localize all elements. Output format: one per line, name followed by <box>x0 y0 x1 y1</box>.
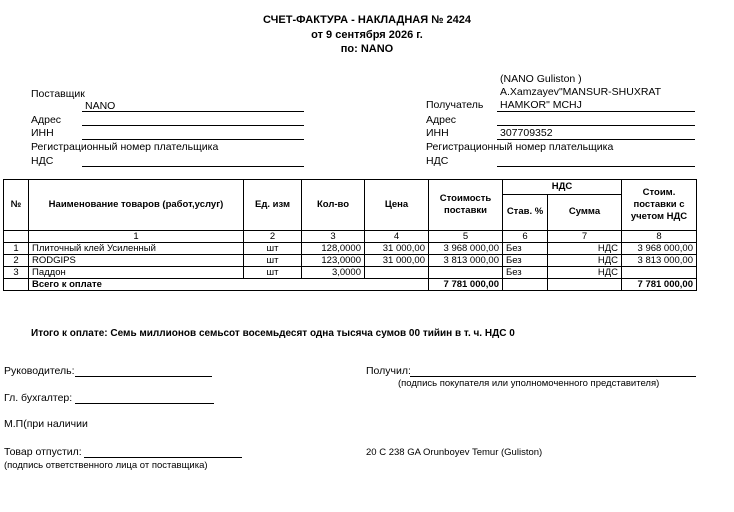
supplier-address-line <box>82 125 304 126</box>
table-total-row <box>4 279 697 291</box>
col-number: 5 <box>429 231 503 243</box>
invoice-date: от 9 сентября 2026 г. <box>311 29 423 41</box>
header-unit: Ед. изм <box>244 180 302 231</box>
received-signature-line <box>410 376 696 377</box>
recipient-label: Получатель <box>426 99 484 111</box>
recipient-address-line <box>497 125 695 126</box>
recipient-name-line3: HAMKOR" MCHJ <box>500 99 582 111</box>
row-price <box>365 267 429 279</box>
row-qty: 128,0000 <box>302 243 365 255</box>
row-name: Паддон <box>29 267 244 279</box>
col-number: 6 <box>503 231 548 243</box>
column-number-row <box>4 231 697 243</box>
recipient-reg-label: Регистрационный номер плательщика <box>426 141 614 153</box>
table-row <box>4 243 697 255</box>
row-cost: 3 968 000,00 <box>429 243 503 255</box>
col-number: 1 <box>29 231 244 243</box>
row-qty: 123,0000 <box>302 255 365 267</box>
table-row <box>4 267 697 279</box>
row-total <box>622 267 697 279</box>
row-name: RODGIPS <box>29 255 244 267</box>
total-label: Всего к оплате <box>29 279 429 291</box>
table-header-row <box>4 180 697 195</box>
total-in-words: Итого к оплате: Семь миллионов семьсот восемьдесят одна тысяча сумов 00 тийин в т. ч. НДС 0 <box>31 328 515 339</box>
received-label: Получил: <box>366 365 411 377</box>
recipient-inn: 307709352 <box>500 127 553 139</box>
header-rate: Став. % <box>503 194 548 230</box>
row-unit: шт <box>244 267 302 279</box>
stamp-label: М.П(при наличии <box>4 418 88 430</box>
row-qty: 3,0000 <box>302 267 365 279</box>
header-cost: Стоимость поставки <box>429 180 503 231</box>
col-number: 7 <box>548 231 622 243</box>
header-price: Цена <box>365 180 429 231</box>
row-total: 3 968 000,00 <box>622 243 697 255</box>
supplier-nds-label: НДС <box>31 155 54 167</box>
director-signature-line <box>75 376 212 377</box>
supplier-name: NANO <box>85 100 116 112</box>
supplier-name-line <box>82 111 304 112</box>
col-number: 2 <box>244 231 302 243</box>
released-label: Товар отпустил: <box>4 446 82 458</box>
row-unit: шт <box>244 255 302 267</box>
invoice-table <box>3 179 697 291</box>
header-name: Наименование товаров (работ,услуг) <box>29 180 244 231</box>
recipient-inn-label: ИНН <box>426 127 449 139</box>
col-number: 3 <box>302 231 365 243</box>
header-total-cost: Стоим. поставки с учетом НДС <box>622 180 697 231</box>
invoice-po: по: NANO <box>340 43 394 55</box>
row-price: 31 000,00 <box>365 243 429 255</box>
row-sum: НДС <box>548 243 622 255</box>
row-num: 2 <box>4 255 29 267</box>
row-total: 3 813 000,00 <box>622 255 697 267</box>
header-sum: Сумма <box>548 194 622 230</box>
header-qty: Кол-во <box>302 180 365 231</box>
row-cost <box>429 267 503 279</box>
accountant-signature-line <box>75 403 214 404</box>
recipient-inn-line <box>497 139 695 140</box>
recipient-nds-line <box>497 166 695 167</box>
row-unit: шт <box>244 243 302 255</box>
released-signature-line <box>84 457 242 458</box>
released-note: (подпись ответственного лица от поставщика) <box>4 460 208 471</box>
recipient-name-line2: A.Xamzayev"MANSUR-SHUXRAT <box>500 86 662 98</box>
header-num: № <box>4 180 29 231</box>
supplier-address-label: Адрес <box>31 114 62 126</box>
row-num: 3 <box>4 267 29 279</box>
header-nds: НДС <box>503 180 622 195</box>
supplier-inn-line <box>82 139 304 140</box>
supplier-nds-line <box>82 166 304 167</box>
row-name: Плиточный клей Усиленный <box>29 243 244 255</box>
accountant-label: Гл. бухгалтер: <box>4 392 73 404</box>
row-sum: НДС <box>548 255 622 267</box>
supplier-reg-label: Регистрационный номер плательщика <box>31 141 219 153</box>
received-note: (подпись покупателя или уполномоченного представителя) <box>398 378 660 389</box>
col-number: 8 <box>622 231 697 243</box>
director-label: Руководитель: <box>4 365 75 377</box>
col-number: 4 <box>365 231 429 243</box>
invoice-title: СЧЕТ-ФАКТУРА - НАКЛАДНАЯ № 2424 <box>263 14 471 26</box>
row-sum: НДС <box>548 267 622 279</box>
supplier-label: Поставщик <box>31 88 85 100</box>
total-cost: 7 781 000,00 <box>429 279 503 291</box>
total-with-nds: 7 781 000,00 <box>622 279 697 291</box>
row-rate: Без <box>503 255 548 267</box>
recipient-address-label: Адрес <box>426 114 457 126</box>
recipient-name-line1: (NANO Guliston ) <box>500 73 582 85</box>
vehicle-driver: 20 C 238 GA Orunboyev Temur (Guliston) <box>366 447 543 458</box>
recipient-name-line <box>497 111 695 112</box>
recipient-nds-label: НДС <box>426 155 449 167</box>
row-num: 1 <box>4 243 29 255</box>
row-rate: Без <box>503 267 548 279</box>
row-rate: Без <box>503 243 548 255</box>
row-price: 31 000,00 <box>365 255 429 267</box>
table-row <box>4 255 697 267</box>
supplier-inn-label: ИНН <box>31 127 54 139</box>
row-cost: 3 813 000,00 <box>429 255 503 267</box>
